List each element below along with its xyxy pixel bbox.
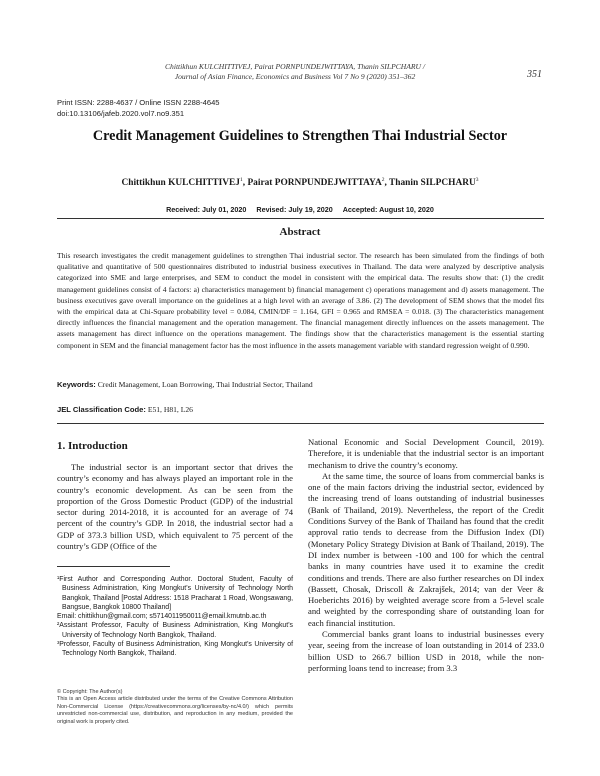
right-column [308,437,544,674]
author-mark: 1 [240,177,243,183]
issn-block [57,98,220,119]
article-dates [0,205,600,214]
jel-code [57,405,193,414]
author-mark: 3 [475,177,479,183]
copyright: © Copyright: The Author(s) [57,689,123,695]
page-number: 351 [527,69,542,80]
keywords [57,380,313,389]
divider [57,423,544,424]
license-text: This is an Open Access article distributed under the terms of the Creative Commons Attribution Non-Commercial License (https://creativecommons.org/licenses/by-nc/4.0/) which permits unrestricted non-commercial use, distribution, and reproduction in any medium, provided the original work is properly cited. [57,696,293,725]
author-name: Chittikhun KULCHITTIVEJ [121,178,240,189]
author-name: Pairat PORNPUNDEJWITTAYA [247,178,382,189]
author-name: Thanin SILPCHARU [389,178,476,189]
paragraph: The industrial sector is an important sector that drives the country’s economy and has always played an important role in the country’s economic development. As can be seen from the proportion of the Gross Domestic Product (GDP) of the industrial sector during 2014-2018, it is accounted for an average of 74 percent of the country’s GDP. In 2018, the industrial sector had a GDP of 373.3 billion USD, which equivalent to 75 percent of the country’s GDP (Office of the [57,462,293,552]
keywords-label: Keywords: [57,380,96,389]
jel-label: JEL Classification Code: [57,405,146,414]
section-heading: 1. Introduction [57,440,128,452]
footnote-divider [57,566,170,567]
issn: Print ISSN: 2288-4637 / Online ISSN 2288-4645 [57,98,220,107]
footnotes [57,575,293,659]
paragraph: Commercial banks grant loans to industrial businesses every year, seeing from the increase of loan outstanding in 2014 of 233.0 billion USD to 266.7 billion USD in 2018, while the non-performing loans tend to increase; from 3.3 [308,629,544,673]
footnote-email: Email: chittikhun@gmail.com; s5714011950011@email.kmutnb.ac.th [57,613,267,621]
running-head-authors: Chittikhun KULCHITTIVEJ, Pairat PORNPUNDEJWITTAYA, Thanin SILPCHARU / [164,62,426,71]
received-date: Received: July 01, 2020 [166,205,247,214]
abstract-text: This research investigates the credit management guidelines to strengthen Thai industrial sector. The research has been simulated from the findings of both qualitative and quantitative of 500 questionnaires distributed to industrial business executives in Thailand. The data were analyzed by descriptive analysis categorized into SME and large enterprises, and SEM to conduct the model in consistent with the empirical data. The results show that: (1) the credit management guidelines consist of 4 factors: a) characteristics management b) financial management c) operations management and d) assets management. The business executives gave overall importance on the guidelines at a high level with an average of 3.86. (2) The development of SEM shows that the model fits with the empirical data at Chi-Square probability level = 0.084, CMIN/DF = 1.164, GFI = 0.965 and RMSEA = 0.018. (3) The characteristics management directly influences the financial management and the operation management. The financial management directly influences on the assets management. The assets management has direct influence on the operations management. The findings show that the characteristics management is the essential starting component in SEM and the financial management factor has the most influence in the assets management variable with standard regression weight of 0.990. [57,251,544,350]
author-mark: 2 [381,177,385,183]
footnote: ²Assistant Professor, Faculty of Business Administration, King Mongkut’s University of Technology North Bangkok, Thailand. [57,622,293,639]
keywords-text: Credit Management, Loan Borrowing, Thai Industrial Sector, Thailand [97,380,313,389]
divider [57,218,544,219]
left-column [57,462,293,552]
author-list: Chittikhun KULCHITTIVEJ$^1$, Pairat PORNPUNDEJWITTAYA$^2$, Thanin SILPCHARU$^3$ [121,177,479,189]
paragraph: At the same time, the source of loans from commercial banks is one of the main factors driving the industrial sector, evidenced by the increasing trend of loans outstanding of industrial businesses (Bank of Thailand, 2019). Nevertheless, the report of the Credit Conditions Survey of the Bank of Thailand has found that the credit approval ratio tends to decrease from the Diffusion Index (DI) (Monetary Policy Strategy Division at Bank of Thailand, 2019). The DI index number is between -100 and 100 for which the central banks in many countries have used it to examine the credit conditions and trends. There are also further researches on DI index (Bassett, Chosak, Driscoll & Zakrajšek, 2014; van der Veer & Hoeberichts 2016) by weighted average score from a 5-level scale and weighted by the corresponding share of outstanding loan for each financial institution. [308,470,544,628]
footnote: ³Professor, Faculty of Business Administration, King Mongkut’s University of Technology North Bangkok, Thailand. [57,641,293,658]
revised-date: Revised: July 19, 2020 [256,205,333,214]
accepted-date: Accepted: August 10, 2020 [342,205,434,214]
footnote: ¹First Author and Corresponding Author. Doctoral Student, Faculty of Business Administration, King Mongkut’s University of Technology North Bangkok, Thailand [Postal Address: 1518 Pracharat 1 Road, Wongsawang, Bangsue, Bangkok 10800 Thailand] [57,576,293,611]
license-block [57,689,293,726]
paragraph: National Economic and Social Development Council, 2019). Therefore, it is undeniable that the industrial sector is an important mechanism to drive the country’s economy. [308,437,544,470]
doi: doi:10.13106/jafeb.2020.vol7.no9.351 [57,108,185,118]
abstract-heading: Abstract [279,226,321,238]
running-head [150,62,440,82]
running-head-journal: Journal of Asian Finance, Economics and Business Vol 7 No 9 (2020) 351–362 [174,72,416,81]
article-title: Credit Management Guidelines to Strengthen Thai Industrial Sector [92,128,508,144]
jel-text: E51, H81, L26 [147,405,193,414]
